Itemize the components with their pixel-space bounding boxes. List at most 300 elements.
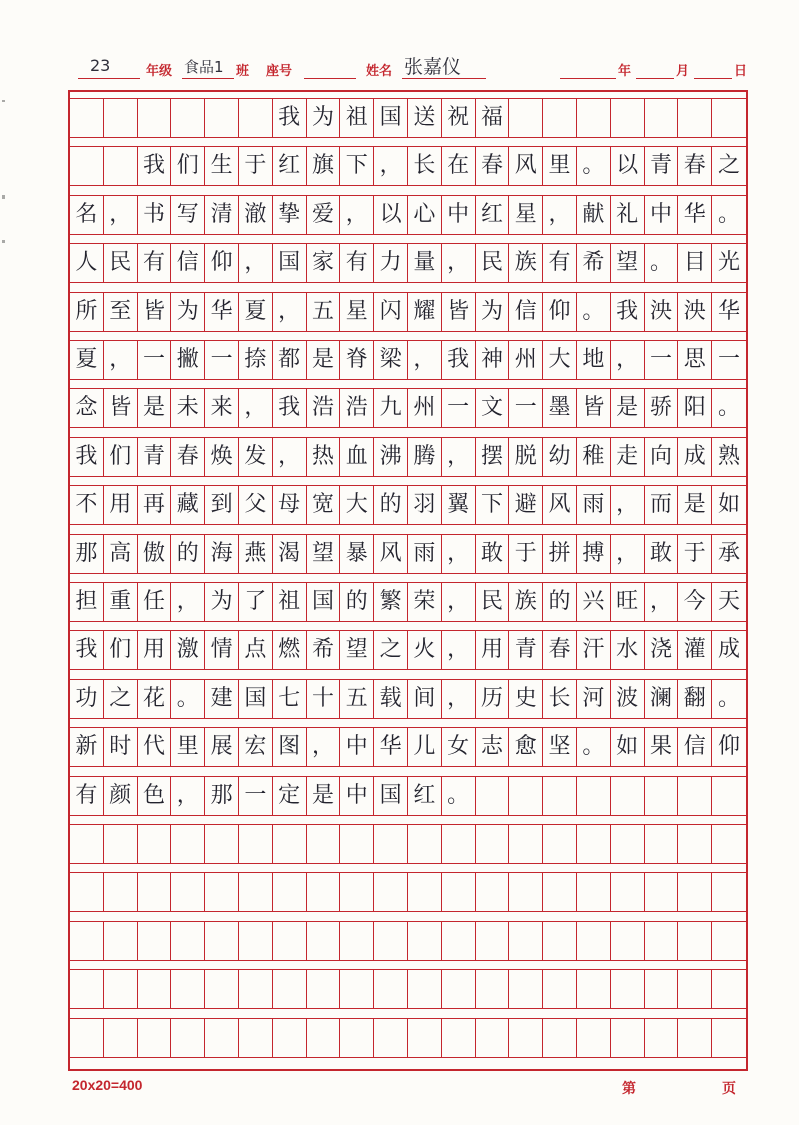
grid-cell: 不: [70, 486, 104, 524]
grid-cell: [171, 99, 205, 137]
grid-cell: [678, 970, 712, 1008]
grid-cell: ，: [239, 244, 273, 282]
grid-cell: 之: [374, 631, 408, 669]
grid-cell: [509, 922, 543, 960]
grid-cell: [239, 1019, 273, 1057]
grid-cell: 华: [718, 298, 741, 324]
grid-cell: 皆: [138, 293, 172, 331]
grid-cell: 我: [138, 147, 172, 185]
grid-cell: 建: [205, 680, 239, 718]
grid-cell: [138, 970, 172, 1008]
grid-cell: 翼: [442, 486, 476, 524]
grid-cell: 旺: [611, 583, 645, 621]
grid-cell: [645, 873, 679, 911]
grid-cell: 历: [476, 680, 510, 718]
grid-cell: 我: [442, 341, 476, 379]
grid-cell: 功: [70, 680, 104, 718]
grid-cell: 。: [577, 293, 611, 331]
grid-cell: 史: [509, 680, 543, 718]
header: [78, 48, 748, 82]
grid-cell: [104, 922, 138, 960]
grid-cell: 民: [476, 583, 510, 621]
grid-cell: 祖: [273, 583, 307, 621]
grid-cell: [577, 1019, 611, 1057]
grid-cell: 信: [678, 728, 712, 766]
grid-cell: 成: [678, 438, 712, 476]
grid-cell: 为: [476, 293, 510, 331]
grid-cell: [509, 777, 543, 815]
grid-spec: 20x20=400: [72, 1077, 143, 1093]
grid-cell: 中: [340, 777, 374, 815]
grid-cell: 一: [442, 389, 476, 427]
margin-mark: [2, 100, 5, 102]
grid-cell: 燕: [239, 535, 273, 573]
grid-cell: 捺: [239, 341, 273, 379]
grid-cell: 愈: [509, 728, 543, 766]
grid-cell: [712, 777, 746, 815]
grid-cell: 。: [718, 201, 741, 227]
grid-cell: [611, 873, 645, 911]
grid-row: [70, 921, 746, 961]
grid-cell: 沸: [374, 438, 408, 476]
grade-value: 23: [90, 56, 111, 75]
grid-row: [70, 485, 746, 525]
grid-cell: 而: [645, 486, 679, 524]
grid-cell: 们: [104, 438, 138, 476]
grade-label: 年级: [146, 64, 173, 79]
grid-cell: 书: [138, 196, 172, 234]
grid-cell: 大: [543, 341, 577, 379]
grid-cell: [340, 825, 374, 863]
grid-cell: [374, 825, 408, 863]
title-row: [70, 98, 746, 138]
grid-cell: [138, 922, 172, 960]
grid-cell: [678, 873, 712, 911]
grid-cell: [374, 922, 408, 960]
grid-cell: ，: [442, 631, 476, 669]
grid-cell: ，: [611, 486, 645, 524]
grid-cell: 熟: [718, 443, 741, 469]
grid-cell: 红: [476, 196, 510, 234]
grid-cell: ，: [273, 293, 307, 331]
grid-cell: [509, 970, 543, 1008]
grid-cell: 仰: [718, 734, 741, 760]
grid-cell: 时: [104, 728, 138, 766]
grid-cell: 力: [374, 244, 408, 282]
grid-cell: 量: [408, 244, 442, 282]
grid-cell: [307, 1019, 341, 1057]
grid-cell: 之: [104, 680, 138, 718]
grid-row: [70, 727, 746, 767]
grid-cell: 母: [273, 486, 307, 524]
grid-cell: 脱: [509, 438, 543, 476]
grid-cell: 星: [340, 293, 374, 331]
grid-cell: 担: [70, 583, 104, 621]
grid-cell: 念: [70, 389, 104, 427]
grid-cell: ，: [611, 535, 645, 573]
grid-cell: [543, 777, 577, 815]
grid-cell: [577, 922, 611, 960]
grid-cell: 里: [543, 147, 577, 185]
grid-cell: 九: [374, 389, 408, 427]
grid-cell: 了: [239, 583, 273, 621]
grid-row: [70, 969, 746, 1009]
grid-cell: 重: [104, 583, 138, 621]
grid-cell: 至: [104, 293, 138, 331]
grid-cell: [171, 873, 205, 911]
grid-cell: 思: [678, 341, 712, 379]
grid-row: [70, 340, 746, 380]
grid-cell: 间: [408, 680, 442, 718]
grid-cell: [645, 825, 679, 863]
page-label-right: 页: [722, 1081, 736, 1097]
grid-cell: [171, 825, 205, 863]
grid-cell: 挚: [273, 196, 307, 234]
grid-cell: [70, 99, 104, 137]
grid-cell: 长: [543, 680, 577, 718]
day-line: [694, 78, 732, 79]
grid-cell: [205, 99, 239, 137]
grid-row: [70, 195, 746, 235]
grid-cell: 来: [205, 389, 239, 427]
grid-cell: 澜: [645, 680, 679, 718]
grid-cell: 有: [340, 244, 374, 282]
grid-cell: 的: [374, 486, 408, 524]
grid-cell: 长: [408, 147, 442, 185]
grid-cell: 青: [509, 631, 543, 669]
grid-cell: [543, 99, 577, 137]
grid-cell: 幼: [543, 438, 577, 476]
grid-cell: [611, 922, 645, 960]
grid-cell: 生: [205, 147, 239, 185]
grid-cell: [678, 99, 712, 137]
grid-cell: ，: [171, 583, 205, 621]
grid-cell: 天: [718, 589, 741, 614]
grid-cell: 青: [138, 438, 172, 476]
grid-cell: [273, 922, 307, 960]
grid-cell: [104, 873, 138, 911]
grid-cell: [340, 922, 374, 960]
grid-cell: ，: [307, 728, 341, 766]
grid-cell: 青: [645, 147, 679, 185]
seat-label: 座号: [266, 64, 293, 79]
grid-cell: 宽: [307, 486, 341, 524]
grid-cell: [239, 922, 273, 960]
grid-cell: 汗: [577, 631, 611, 669]
grid-cell: 河: [577, 680, 611, 718]
grid-cell: 是: [678, 486, 712, 524]
grid-cell: [273, 825, 307, 863]
grid-cell: 有: [138, 244, 172, 282]
grid-cell: [476, 825, 510, 863]
grid-cell: [509, 1019, 543, 1057]
grid-cell: [712, 1019, 746, 1057]
grid-cell: 未: [171, 389, 205, 427]
grid-cell: 地: [577, 341, 611, 379]
grid-cell: 皆: [577, 389, 611, 427]
day-label: 日: [734, 64, 748, 79]
grid-cell: [543, 873, 577, 911]
grid-cell: 我: [70, 631, 104, 669]
grid-cell: 热: [307, 438, 341, 476]
grid-cell: 那: [205, 777, 239, 815]
grid-cell: 祝: [442, 99, 476, 137]
class-value: 食品1: [184, 58, 224, 76]
grid-row: [70, 292, 746, 332]
grid-row: [70, 388, 746, 428]
grid-cell: [509, 99, 543, 137]
grid-cell: 春: [543, 631, 577, 669]
seat-line: [304, 78, 356, 79]
grid-cell: 用: [476, 631, 510, 669]
grid-cell: 人: [70, 244, 104, 282]
grid-cell: 七: [273, 680, 307, 718]
grid-cell: 梁: [374, 341, 408, 379]
grid-cell: [171, 922, 205, 960]
grid-cell: [307, 922, 341, 960]
grid-row: [70, 872, 746, 912]
grid-cell: 波: [611, 680, 645, 718]
grid-cell: [645, 99, 679, 137]
grid-cell: 任: [138, 583, 172, 621]
grid-cell: 兴: [577, 583, 611, 621]
grid-cell: 藏: [171, 486, 205, 524]
grid-cell: 的: [340, 583, 374, 621]
grid-cell: 礼: [611, 196, 645, 234]
grid-cell: 新: [70, 728, 104, 766]
grid-cell: 望: [307, 535, 341, 573]
grid-cell: 神: [476, 341, 510, 379]
grid-cell: 是: [611, 389, 645, 427]
grid-cell: 下: [476, 486, 510, 524]
grid-cell: [476, 1019, 510, 1057]
grid-cell: 花: [138, 680, 172, 718]
grid-cell: 的: [543, 583, 577, 621]
grid-cell: 爱: [307, 196, 341, 234]
grid-cell: [307, 825, 341, 863]
grid-cell: 献: [577, 196, 611, 234]
year-label: 年: [618, 64, 632, 79]
name-line: [402, 78, 486, 79]
grid-cell: 敢: [476, 535, 510, 573]
grid-cell: 国: [239, 680, 273, 718]
grid-cell: 望: [340, 631, 374, 669]
grid-cell: [442, 1019, 476, 1057]
grid-cell: [476, 777, 510, 815]
grid-row: [70, 243, 746, 283]
grid-cell: [509, 825, 543, 863]
grid-cell: 。: [718, 395, 741, 421]
grid-cell: 华: [205, 293, 239, 331]
page-label-left: 第: [622, 1081, 636, 1097]
grid-cell: 家: [307, 244, 341, 282]
grid-cell: [543, 825, 577, 863]
grid-cell: ，: [645, 583, 679, 621]
grid-cell: [273, 970, 307, 1008]
grid-row: [70, 1018, 746, 1058]
grid-cell: 春: [476, 147, 510, 185]
grid-cell: 展: [205, 728, 239, 766]
grid-cell: 搏: [577, 535, 611, 573]
grid-cell: [442, 825, 476, 863]
grid-cell: 一: [205, 341, 239, 379]
grid-cell: 春: [171, 438, 205, 476]
grid-cell: [712, 970, 746, 1008]
grid-cell: 阳: [678, 389, 712, 427]
grid-cell: 水: [611, 631, 645, 669]
grid-cell: ，: [442, 535, 476, 573]
grid-cell: [476, 873, 510, 911]
grid-cell: 稚: [577, 438, 611, 476]
grid-cell: ，: [611, 341, 645, 379]
grid-cell: 渴: [273, 535, 307, 573]
grid-cell: [543, 970, 577, 1008]
grid-cell: ，: [442, 583, 476, 621]
grid-cell: [408, 873, 442, 911]
grid-cell: 下: [340, 147, 374, 185]
grid-cell: [712, 922, 746, 960]
grid-cell: 信: [509, 293, 543, 331]
grid-cell: 所: [70, 293, 104, 331]
grid-cell: 于: [509, 535, 543, 573]
grid-cell: 翻: [678, 680, 712, 718]
grade-line: [78, 78, 140, 79]
grid-cell: 海: [205, 535, 239, 573]
grid-cell: 为: [171, 293, 205, 331]
grid-cell: [712, 873, 746, 911]
grid-cell: ，: [104, 196, 138, 234]
grid-row: [70, 437, 746, 477]
grid-cell: 。: [645, 244, 679, 282]
grid-cell: 一: [239, 777, 273, 815]
grid-cell: [543, 1019, 577, 1057]
grid-cell: [611, 777, 645, 815]
grid-cell: 州: [408, 389, 442, 427]
grid-cell: 。: [577, 147, 611, 185]
grid-cell: [476, 922, 510, 960]
grid-cell: 燃: [273, 631, 307, 669]
name-label: 姓名: [366, 64, 393, 79]
grid-cell: [543, 922, 577, 960]
essay-grid: [68, 90, 748, 1071]
grid-cell: 浩: [340, 389, 374, 427]
grid-cell: [205, 825, 239, 863]
grid-cell: 腾: [408, 438, 442, 476]
grid-cell: ，: [374, 147, 408, 185]
grid-cell: 焕: [205, 438, 239, 476]
grid-cell: [374, 1019, 408, 1057]
grid-cell: 繁: [374, 583, 408, 621]
grid-cell: 中: [645, 196, 679, 234]
grid-cell: 以: [611, 147, 645, 185]
month-label: 月: [676, 64, 690, 79]
grid-row: [70, 582, 746, 622]
grid-cell: [678, 1019, 712, 1057]
grid-cell: 用: [138, 631, 172, 669]
grid-cell: [408, 922, 442, 960]
grid-cell: 为: [205, 583, 239, 621]
grid-row: [70, 776, 746, 816]
grid-cell: 们: [104, 631, 138, 669]
margin-mark: [2, 240, 5, 243]
grid-cell: 为: [307, 99, 341, 137]
grid-cell: 果: [645, 728, 679, 766]
grid-cell: 我: [70, 438, 104, 476]
grid-cell: [577, 99, 611, 137]
month-line: [636, 78, 674, 79]
year-line: [560, 78, 616, 79]
grid-cell: 红: [408, 777, 442, 815]
grid-cell: 国: [374, 99, 408, 137]
grid-cell: 发: [239, 438, 273, 476]
grid-cell: 中: [442, 196, 476, 234]
grid-cell: 我: [611, 293, 645, 331]
grid-cell: 走: [611, 438, 645, 476]
grid-cell: 脊: [340, 341, 374, 379]
grid-cell: 于: [678, 535, 712, 573]
grid-cell: ，: [442, 438, 476, 476]
grid-cell: 傲: [138, 535, 172, 573]
grid-cell: 。: [577, 728, 611, 766]
grid-cell: 写: [171, 196, 205, 234]
grid-cell: 是: [307, 341, 341, 379]
grid-cell: 撇: [171, 341, 205, 379]
grid-cell: 之: [718, 153, 741, 179]
grid-cell: 清: [205, 196, 239, 234]
grid-cell: 旗: [307, 147, 341, 185]
grid-cell: [678, 777, 712, 815]
grid-cell: 志: [476, 728, 510, 766]
grid-cell: 风: [543, 486, 577, 524]
grid-cell: 福: [476, 99, 510, 137]
grid-row: [70, 630, 746, 670]
grid-cell: 名: [70, 196, 104, 234]
grid-cell: [340, 1019, 374, 1057]
grid-cell: 耀: [408, 293, 442, 331]
grid-cell: [70, 873, 104, 911]
grid-cell: [577, 825, 611, 863]
grid-cell: [645, 922, 679, 960]
grid-cell: 澈: [239, 196, 273, 234]
grid-cell: 心: [408, 196, 442, 234]
grid-cell: 色: [138, 777, 172, 815]
grid-cell: [712, 825, 746, 863]
grid-cell: 拼: [543, 535, 577, 573]
grid-cell: [205, 922, 239, 960]
grid-cell: 如: [718, 492, 741, 518]
grid-cell: [374, 873, 408, 911]
grid-cell: [442, 970, 476, 1008]
grid-cell: 泱: [678, 293, 712, 331]
grid-cell: 里: [171, 728, 205, 766]
grid-cell: [307, 970, 341, 1008]
grid-cell: 浇: [645, 631, 679, 669]
grid-cell: 以: [374, 196, 408, 234]
grid-cell: [70, 147, 104, 185]
grid-cell: [205, 873, 239, 911]
grid-row: [70, 679, 746, 719]
grid-cell: 夏: [239, 293, 273, 331]
grid-cell: [239, 99, 273, 137]
grid-cell: [408, 970, 442, 1008]
name-value: 张嘉仪: [404, 56, 462, 78]
grid-cell: [70, 922, 104, 960]
grid-cell: 摆: [476, 438, 510, 476]
grid-cell: [611, 825, 645, 863]
grid-cell: [104, 99, 138, 137]
grid-row: [70, 146, 746, 186]
grid-cell: 点: [239, 631, 273, 669]
